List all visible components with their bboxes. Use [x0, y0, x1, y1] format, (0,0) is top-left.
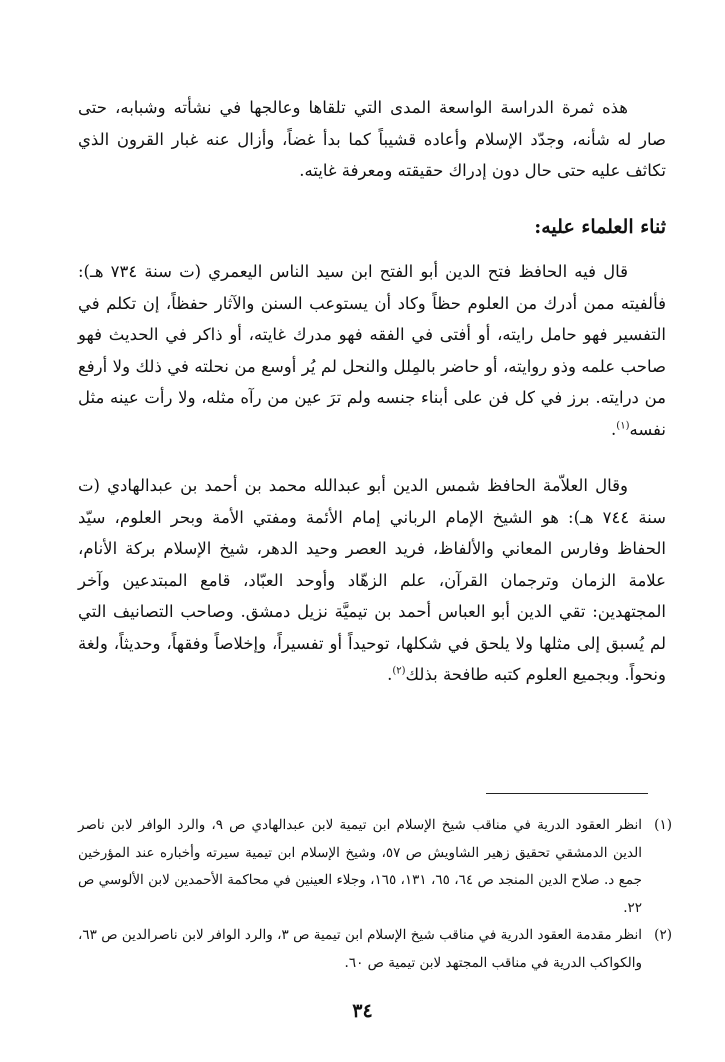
- footnote-1-number: (١): [654, 817, 672, 833]
- footnote-2: [78, 922, 672, 977]
- paragraph-3-text: وقال العلاّمة الحافظ شمس الدين أبو عبدالله محمد بن أحمد بن عبدالهادي (ت سنة ٧٤٤ هـ): هو الشيخ الإمام الرباني إمام الأئمة ومفتي الأمة وبحر العلوم، سيّد الحفاظ وفارس المعاني والألفاظ، فريد العصر وحيد الدهر، شيخ الإسلام بركة الأنام، علامة الزمان وترجمان القرآن، علم الزهّاد وأوحد العبّاد، قامع المبتدعين وآخر المجتهدين: تقي الدين أبو العباس أحمد بن تيميَّة نزيل دمشق. وصاحب التصانيف التي لم يُسبق إلى مثلها ولا يلحق في شكلها، توحيداً أو تفسيراً، وإخلاصاً وفقهاً، وحديثاً، ولغة ونحواً. وبجميع العلوم كتبه طافحة بذلك: [78, 476, 666, 684]
- footnote-2-text: انظر مقدمة العقود الدرية في مناقب شيخ الإسلام ابن تيمية ص ٣، والرد الوافر لابن ناصرالدين ص ٦٣، والكواكب الدرية في مناقب المجتهد لابن تيمية ص ٦٠.: [78, 927, 642, 971]
- footnote-ref-2[interactable]: (٢): [392, 665, 406, 677]
- paragraph-1-text: هذه ثمرة الدراسة الواسعة المدى التي تلقاها وعالجها في نشأته وشبابه، حتى صار له شأنه، وجدّد الإسلام وأعاده قشيباً كما بدأ غضاً، وأزال عنه غبار القرون الذي تكاثف عليه حتى حال دون إدراك حقيقته ومعرفة غايته.: [78, 98, 666, 180]
- footnotes: [78, 812, 672, 977]
- quote-paragraph-ibn-sayyid-al-nas: [78, 256, 666, 445]
- paragraph-3-end: .: [387, 665, 393, 684]
- quote-paragraph-ibn-abd-al-hadi: [78, 470, 666, 691]
- footnote-1: [78, 812, 672, 922]
- section-heading: ثناء العلماء عليه:: [534, 216, 666, 238]
- paragraph-3: [78, 470, 666, 691]
- page-number: ٣٤: [352, 1000, 373, 1022]
- paragraph-2: [78, 256, 666, 445]
- footnote-2-number: (٢): [654, 927, 672, 943]
- paragraph-2-text: قال فيه الحافظ فتح الدين أبو الفتح ابن سيد الناس اليعمري (ت سنة ٧٣٤ هـ): فألفيته ممن أدرك من العلوم حظاً وكاد أن يستوعب السنن والآثار حفظاً، إن تكلم في التفسير فهو حامل رايته، أو أفتى في الفقه فهو مدرك غايته، أو ذاكر في الحديث فهو صاحب علمه وذو روايته، أو حاضر بالمِلل والنحل لم يُر أوسع من نحلته في ذلك ولا أرفع من درايته. برز في كل فن على أبناء جنسه ولم ترَ عين من رآه مثله، ولا رأت عينه مثل نفسه: [78, 262, 666, 439]
- paragraph-2-end: .: [611, 419, 617, 439]
- footnote-1-text: انظر العقود الدرية في مناقب شيخ الإسلام ابن تيمية لابن عبدالهادي ص ٩، والرد الوافر لابن ناصر الدين الدمشقي تحقيق زهير الشاويش ص ٥٧، وشيخ الإسلام ابن تيمية سيرته وأخباره عند المؤرخين جمع د. صلاح الدين المنجد ص ٦٤، ٦٥، ١٣١، ١٦٥، وجلاء العينين في محاكمة الأحمدين لابن الألوسي ص ٢٢.: [78, 817, 642, 916]
- footnote-divider: [486, 793, 648, 794]
- intro-paragraph: [78, 92, 666, 187]
- footnote-ref-1[interactable]: (١): [616, 420, 630, 431]
